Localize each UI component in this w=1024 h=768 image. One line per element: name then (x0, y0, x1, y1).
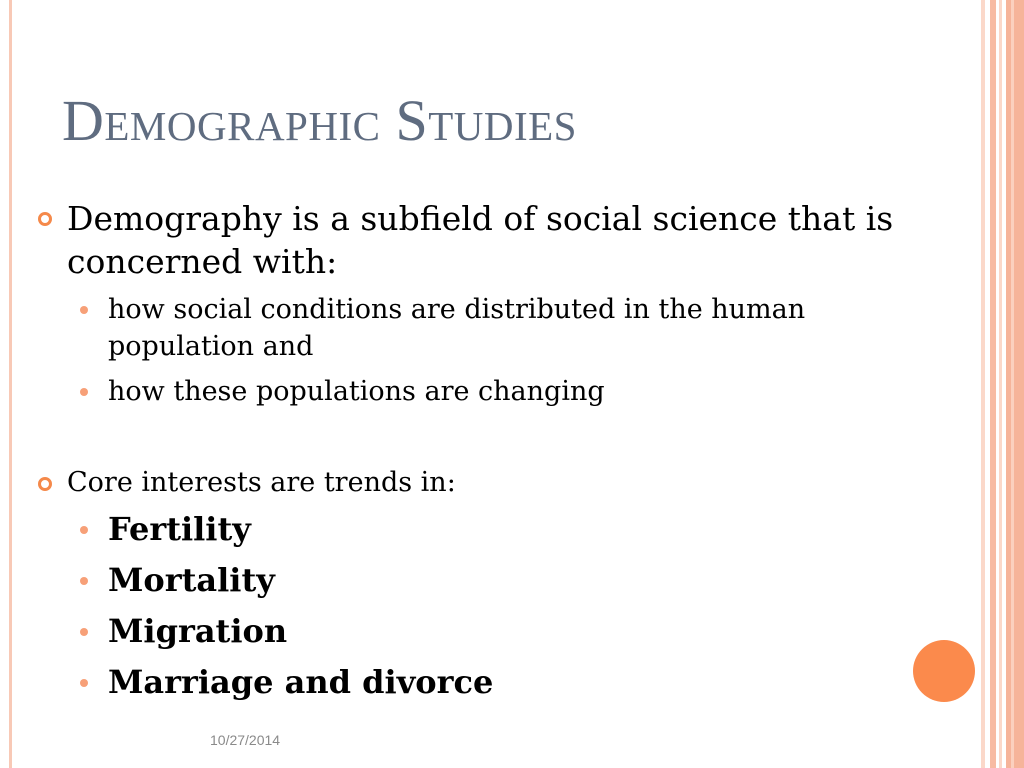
bullet-text: Core interests are trends in: (67, 467, 456, 498)
dot-bullet-icon (80, 577, 88, 585)
bullet-text: concerned with: (67, 242, 338, 281)
sub-bullet-text: Fertility (108, 510, 251, 548)
sub-bullet-text: population and (108, 331, 314, 362)
decorative-stripe (981, 0, 985, 768)
dot-bullet-icon (80, 628, 88, 636)
ring-bullet-icon (38, 477, 52, 491)
bullet-text: Demography is a subfield of social science that is (67, 199, 894, 238)
sub-bullet-text: how social conditions are distributed in the human (108, 294, 806, 325)
ring-bullet-icon (38, 212, 52, 226)
sub-bullet-text: Marriage and divorce (108, 663, 494, 701)
dot-bullet-icon (80, 388, 88, 396)
sub-bullet-text: Migration (108, 612, 288, 650)
slide-date: 10/27/2014 (210, 732, 281, 748)
left-border-line (9, 0, 12, 768)
decorative-stripe (999, 0, 1002, 768)
slide-title: Demographic Studies (62, 88, 577, 153)
dot-bullet-icon (80, 306, 88, 314)
sub-bullet-text: how these populations are changing (108, 376, 605, 407)
dot-bullet-icon (80, 679, 88, 687)
dot-bullet-icon (80, 526, 88, 534)
decorative-circle (913, 640, 975, 702)
sub-bullet-text: Mortality (108, 561, 275, 599)
decorative-stripe (1011, 0, 1014, 768)
decorative-stripe (1006, 0, 1024, 768)
decorative-stripe (990, 0, 996, 768)
